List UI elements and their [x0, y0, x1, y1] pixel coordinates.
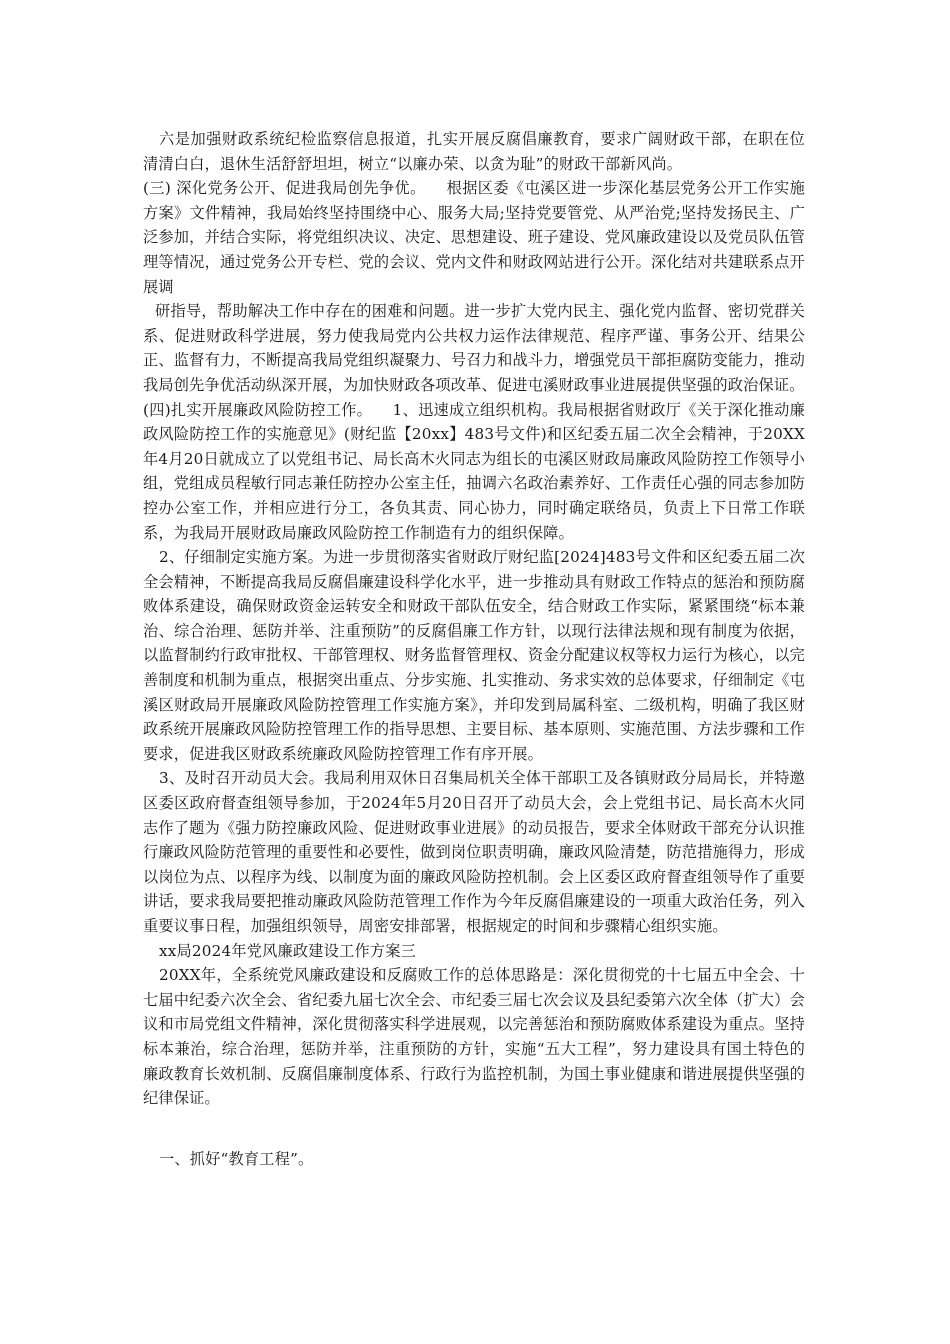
section-title-plan-three: xx局2024年党风廉政建设工作方案三	[159, 941, 417, 960]
paragraph-risk-control: (四)扎实开展廉政风险防控工作。 1、迅速成立组织机构。我局根据省财政厅《关于深化推动廉政风险防控工作的实施意见》(财纪监【20xx】483号文件)和区纪委五届二次全会精神，于20XX年4月20日就成立了以党组书记、局长高木火同志为组长的屯溪区财政局廉政风险防控工作领导小组，党组成员程敏行同志兼任防控办公室主任，抽调六名政治素养好、工作责任心强的同志参加防控办公室工作，并相应进行分工，各负其责、同心协力，同时确定联络员，负责上下日常工作联系，为我局开展财政局廉政风险防控工作制造有力的组织保障。	[143, 400, 805, 542]
paragraph-mobilization-meeting: 3、及时召开动员大会。我局利用双休日召集局机关全体干部职工及各镇财政分局局长，并特邀区委区政府督查组领导参加，于2024年5月20日召开了动员大会，会上党组书记、局长高木火同志作了题为《强力防控廉政风险、促进财政事业进展》的动员报告，要求全体财政干部充分认识推行廉政风险防范管理的重要性和必要性，做到岗位职责明确，廉政风险清楚，防范措施得力，形成以岗位为点、以程序为线、以制度为面的廉政风险防控机制。会上区委区政府督查组领导作了重要讲话，要求我局要把推动廉政风险防范管理工作作为今年反腐倡廉建设的一项重大政治任务，列入重要议事日程，加强组织领导，周密安排部署，根据规定的时间和步骤精心组织实施。	[143, 769, 805, 935]
document-body	[143, 127, 805, 1171]
paragraph-implementation-plan: 2、仔细制定实施方案。为进一步贯彻落实省财政厅财纪监[2024]483号文件和区纪委五届二次全会精神，不断提高我局反腐倡廉建设科学化水平，进一步推动具有财政工作特点的惩治和预防腐败体系建设，确保财政资金运转安全和财政干部队伍安全，结合财政工作实际，紧紧围绕“标本兼治、综合治理、惩防并举、注重预防”的反腐倡廉工作方针，以现行法律法规和现有制度为依据，以监督制约行政审批权、干部管理权、财务监督管理权、资金分配建议权等权力运行为核心，以完善制度和机制为重点，根据突出重点、分步实施、扎实推动、务求实效的总体要求，仔细制定《屯溪区财政局开展廉政风险防控管理工作实施方案》，并印发到局属科室、二级机构，明确了我区财政系统开展廉政风险防控管理工作的指导思想、主要目标、基本原则、实施范围、方法步骤和工作要求，促进我区财政系统廉政风险防控管理工作有序开展。	[143, 548, 805, 763]
paragraph-research-guidance: 研指导，帮助解决工作中存在的困难和问题。进一步扩大党内民主、强化党内监督、密切党群关系、促进财政科学进展，努力使我局党内公共权力运作法律规范、程序严谨、事务公开、结果公正、监督有力，不断提高我局党组织凝聚力、号召力和战斗力，增强党员干部拒腐防变能力，推动我局创先争优活动纵深开展，为加快财政各项改革、促进屯溪财政事业进展提供坚强的政治保证。	[143, 302, 805, 394]
heading-education-project: 一、抓好“教育工程”。	[159, 1149, 314, 1168]
paragraph-overall-approach: 20XX年，全系统党风廉政建设和反腐败工作的总体思路是：深化贯彻党的十七届五中全会、十七届中纪委六次全会、省纪委九届七次全会、市纪委三届七次会议及县纪委第六次全体（扩大）会议和市局党组文件精神，深化贯彻落实科学进展观，以完善惩治和预防腐败体系建设为重点。坚持标本兼治，综合治理，惩防并举，注重预防的方针，实施“五大工程”，努力建设具有国土特色的廉政教育长效机制、反腐倡廉制度体系、行政行为监控机制，为国土事业健康和谐进展提供坚强的纪律保证。	[143, 966, 805, 1108]
paragraph-inspection-reporting: 六是加强财政系统纪检监察信息报道，扎实开展反腐倡廉教育，要求广阔财政干部，在职在位清清白白，退休生活舒舒坦坦，树立“以廉办荣、以贪为耻”的财政干部新风尚。	[143, 130, 805, 173]
paragraph-party-affairs-openness: (三) 深化党务公开、促进我局创先争优。 根据区委《屯溪区进一步深化基层党务公开工作实施方案》文件精神，我局始终坚持围绕中心、服务大局;坚持党要管党、从严治党;坚持发扬民主、广泛参加，并结合实际，将党组织决议、决定、思想建设、班子建设、党风廉政建设以及党员队伍管理等情况，通过党务公开专栏、党的会议、党内文件和财政网站进行公开。深化结对共建联系点开展调	[143, 179, 805, 296]
